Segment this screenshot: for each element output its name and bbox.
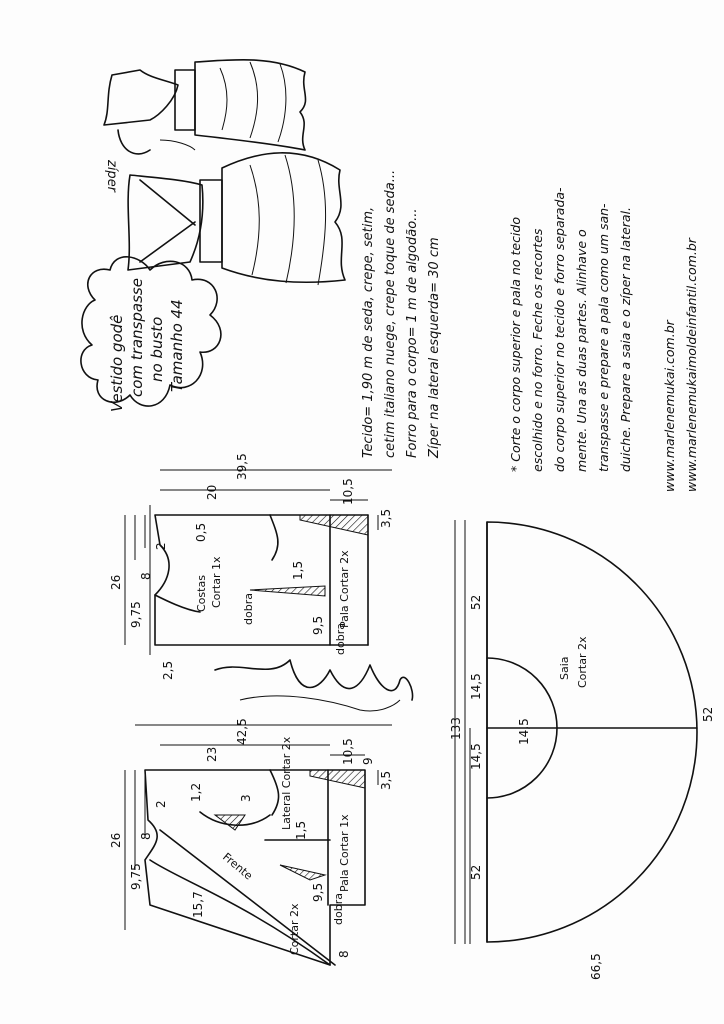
front-dim-dart: 3 xyxy=(239,794,253,802)
front-dim-width: 26 xyxy=(109,832,123,848)
back-dim-length: 39,5 xyxy=(235,453,249,480)
website-2: www.marlenemukaimoldeinfantil.com.br xyxy=(684,238,699,492)
back-dim-neck-d: 8 xyxy=(139,572,153,580)
front-dim-band-top: 9 xyxy=(361,757,375,765)
skirt-dim-radius-bottom: 52 xyxy=(469,864,483,880)
front-fold: dobra xyxy=(332,893,345,925)
signature-mark xyxy=(215,660,413,711)
back-dim-band-hem: 3,5 xyxy=(379,508,393,528)
back-dim-dart: 1,5 xyxy=(291,560,305,580)
instructions-line-1: * Corte o corpo superior e pala no tecido xyxy=(508,217,523,472)
websites-text xyxy=(662,237,699,492)
back-cut: Cortar 1x xyxy=(210,556,223,608)
dress-sketch-front xyxy=(104,140,345,285)
front-dim-length: 42,5 xyxy=(235,718,249,745)
front-dim-band: 10,5 xyxy=(341,738,355,765)
front-dim-upper: 23 xyxy=(205,746,219,762)
back-dim-corner: 2,5 xyxy=(161,660,175,680)
back-fold: dobra xyxy=(242,593,255,625)
skirt-dim-total: 133 xyxy=(449,717,463,740)
front-dim-side-w: 9,5 xyxy=(311,882,325,902)
front-dim-curve: 1,2 xyxy=(189,782,203,802)
skirt-dim-hem-drop: 66,5 xyxy=(589,953,603,980)
skirt-name: Saia xyxy=(558,656,571,680)
back-dim-band: 10,5 xyxy=(341,478,355,505)
front-dim-wrap: 15,7 xyxy=(191,891,205,918)
back-pala-fold: dobra xyxy=(334,623,347,655)
back-name: Costas xyxy=(195,575,208,612)
skirt-dim-radius-center: 52 xyxy=(701,706,715,722)
materials-line-3: Forro para o corpo= 1 m de algodão... xyxy=(405,208,420,458)
instructions-line-4: mente. Una as duas partes. Alinhave o xyxy=(574,229,589,472)
materials-line-1: Tecido= 1,90 m de seda, crepe, setim, xyxy=(361,206,376,458)
title-line-2: com transpasse xyxy=(128,278,146,397)
skirt-dim-waist-1: 14,5 xyxy=(469,673,483,700)
front-dim-neck-d: 8 xyxy=(139,832,153,840)
title-line-3: no busto xyxy=(148,316,166,382)
website-1: www.marlenemukai.com.br xyxy=(662,320,677,492)
front-piece-labels xyxy=(109,718,393,958)
front-dim-wrap-d: 8 xyxy=(337,950,351,958)
instructions-line-3: do corpo superior no tecido e forro separada- xyxy=(552,187,567,472)
materials-line-2: cetim italiano nuege, crepe toque de seda... xyxy=(383,169,398,458)
instructions-line-2: escolhido e no forro. Feche os recortes xyxy=(530,228,545,472)
skirt-cut: Cortar 2x xyxy=(576,636,589,688)
zipper-label: zíper xyxy=(104,160,119,193)
materials-line-4: Zíper na lateral esquerda= 30 cm xyxy=(427,237,442,458)
back-piece-labels xyxy=(109,453,393,680)
back-pala: Pala Cortar 2x xyxy=(338,550,351,628)
instructions-line-5: transpasse e prepare a pala como um san- xyxy=(596,203,611,472)
front-pala: Pala Cortar 1x xyxy=(338,814,351,892)
instructions-line-6: duiche. Prepare a saia e o zíper na lateral. xyxy=(618,206,633,472)
front-dim-neck-w: 9,75 xyxy=(129,863,143,890)
front-dim-shoulder: 2 xyxy=(154,800,168,808)
back-dim-shoulder: 2 xyxy=(154,542,168,550)
skirt-labels xyxy=(449,595,715,980)
back-dim-upper: 20 xyxy=(205,484,219,500)
back-dim-dart-w: 9,5 xyxy=(311,615,325,635)
back-dim-curve: 0,5 xyxy=(194,522,208,542)
dress-sketch-back xyxy=(104,60,306,154)
back-dim-width: 26 xyxy=(109,574,123,590)
skirt-dim-radius-top: 52 xyxy=(469,594,483,610)
materials-text xyxy=(361,170,442,459)
title-line-4: Tamanho 44 xyxy=(168,299,186,392)
front-side: Lateral Cortar 2x xyxy=(280,736,293,830)
back-dim-neck-w: 9,75 xyxy=(129,601,143,628)
instructions-text xyxy=(508,187,633,472)
skirt-dim-waist-2: 14,5 xyxy=(469,743,483,770)
front-cut: Cortar 2x xyxy=(288,903,301,955)
front-name: Frente xyxy=(220,850,255,883)
skirt-piece xyxy=(455,520,697,944)
title-line-1: Vestido godê xyxy=(108,314,126,412)
skirt-dim-waist-3: 14,5 xyxy=(517,718,531,745)
front-dim-dart-w: 1,5 xyxy=(294,820,308,840)
title-text xyxy=(108,278,186,412)
front-dim-band-hem: 3,5 xyxy=(379,770,393,790)
